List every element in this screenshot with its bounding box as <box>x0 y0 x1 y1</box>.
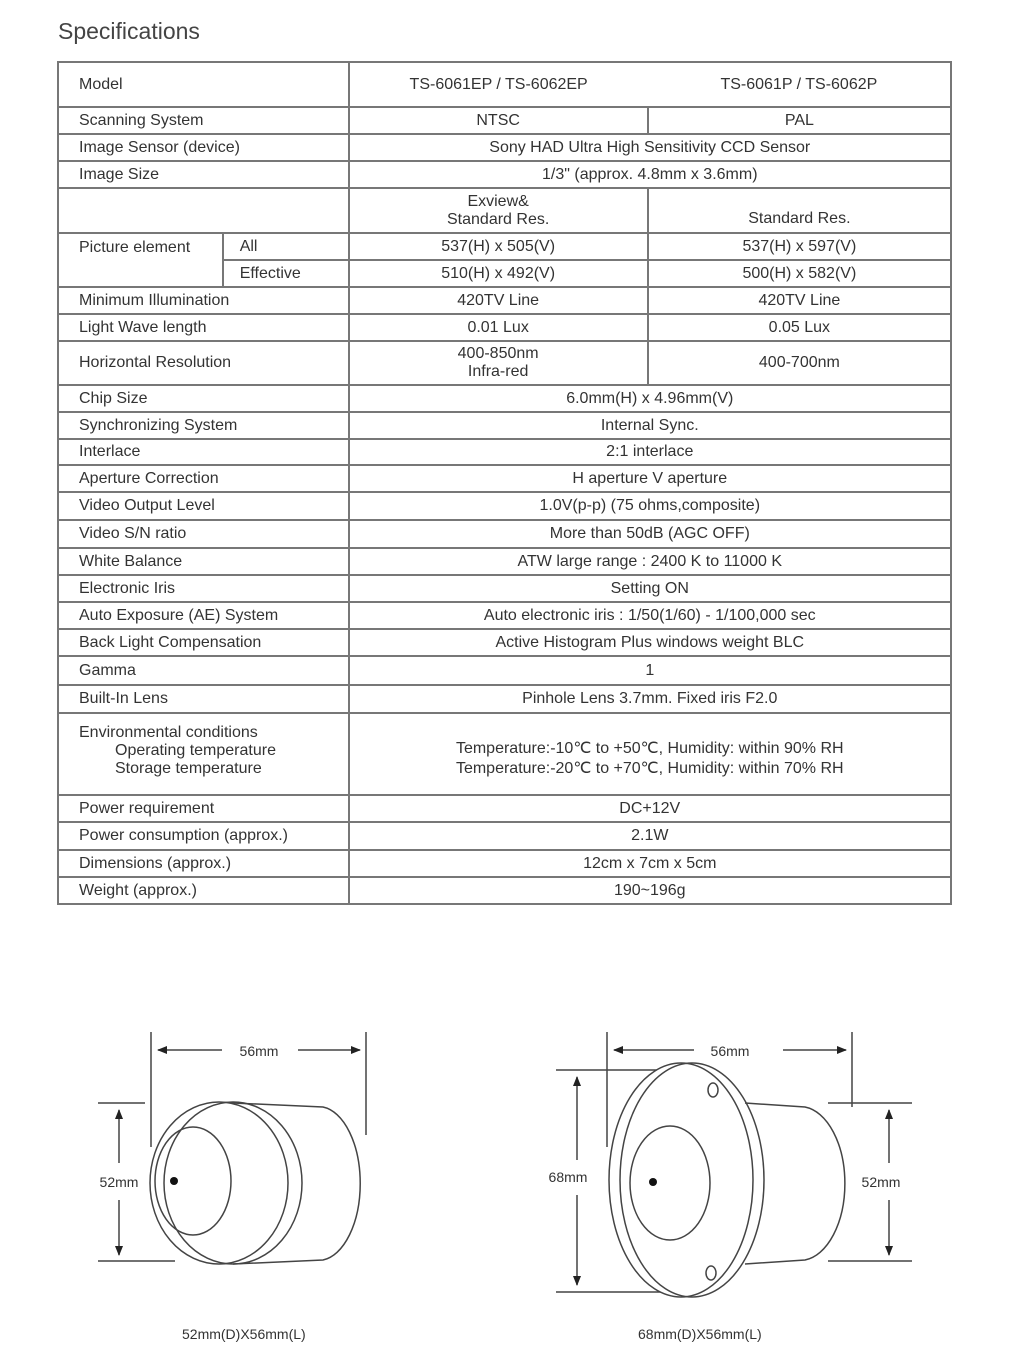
horiz-res-label: Horizontal Resolution <box>58 341 349 385</box>
env-op-label: Operating temperature <box>115 742 276 759</box>
light-wave-ep: 0.01 Lux <box>349 314 648 341</box>
table-row <box>58 385 951 412</box>
left-caption: 52mm(D)X56mm(L) <box>182 1326 306 1342</box>
table-row <box>58 822 951 850</box>
image-size-value: 1/3" (approx. 4.8mm x 3.6mm) <box>349 161 951 188</box>
camera-drawings <box>0 1010 1024 1361</box>
table-row <box>58 850 951 877</box>
row-value: 1 <box>349 656 951 685</box>
picture-all-p: 537(H) x 597(V) <box>648 233 951 260</box>
row-value: Active Histogram Plus windows weight BLC <box>349 629 951 656</box>
model-ep: TS-6061EP / TS-6062EP <box>349 62 648 107</box>
row-label: Video S/N ratio <box>58 520 349 548</box>
env-label-cell <box>58 713 349 795</box>
sensor-label: Image Sensor (device) <box>58 134 349 161</box>
table-row <box>58 233 951 260</box>
env-st-value: Temperature:-20℃ to +70℃, Humidity: within 70% RH <box>455 760 844 777</box>
row-label: Power consumption (approx.) <box>58 822 349 850</box>
horiz-res-p: 400-700nm <box>648 341 951 385</box>
table-row <box>58 492 951 520</box>
table-row <box>58 656 951 685</box>
row-value: More than 50dB (AGC OFF) <box>349 520 951 548</box>
row-label: Gamma <box>58 656 349 685</box>
row-label: Synchronizing System <box>58 412 349 439</box>
horiz-res-ep-line1: 400-850nm <box>457 345 539 362</box>
table-row <box>58 877 951 904</box>
row-label: Auto Exposure (AE) System <box>58 602 349 629</box>
min-illum-p: 420TV Line <box>648 287 951 314</box>
table-row <box>58 602 951 629</box>
right-body-dim: 52mm <box>861 1174 901 1190</box>
table-row <box>58 520 951 548</box>
row-label: Video Output Level <box>58 492 349 520</box>
left-height-dim: 52mm <box>99 1174 139 1190</box>
row-value: Pinhole Lens 3.7mm. Fixed iris F2.0 <box>349 685 951 713</box>
scanning-label: Scanning System <box>58 107 349 134</box>
spec-rows-tail <box>58 795 951 904</box>
sensor-value: Sony HAD Ultra High Sensitivity CCD Sensor <box>349 134 951 161</box>
right-camera-drawing <box>556 1032 912 1297</box>
table-row <box>58 629 951 656</box>
min-illum-ep: 420TV Line <box>349 287 648 314</box>
row-value: DC+12V <box>349 795 951 822</box>
light-wave-label: Light Wave length <box>58 314 349 341</box>
picture-eff-label: Effective <box>223 260 349 287</box>
model-label: Model <box>58 62 349 107</box>
page-title: Specifications <box>58 18 200 44</box>
min-illum-label: Minimum Illumination <box>58 287 349 314</box>
row-value: ATW large range : 2400 K to 11000 K <box>349 548 951 575</box>
horiz-res-ep <box>349 341 648 385</box>
res-header-ep-line2: Standard Res. <box>447 210 550 228</box>
row-value: Internal Sync. <box>349 412 951 439</box>
row-value: 2.1W <box>349 822 951 850</box>
row-value: Setting ON <box>349 575 951 602</box>
table-row <box>58 161 951 188</box>
table-row <box>58 575 951 602</box>
table-row <box>58 287 951 314</box>
table-row <box>58 107 951 134</box>
row-value: H aperture V aperture <box>349 465 951 492</box>
picture-element-label: Picture element <box>58 233 223 287</box>
env-value-cell <box>349 713 951 795</box>
table-row <box>58 134 951 161</box>
res-header-ep-line1: Exview& <box>467 192 529 210</box>
res-header-ep <box>349 188 648 233</box>
model-p: TS-6061P / TS-6062P <box>648 62 951 107</box>
picture-all-label: All <box>223 233 349 260</box>
row-label: Interlace <box>58 439 349 465</box>
right-caption: 68mm(D)X56mm(L) <box>638 1326 762 1342</box>
picture-eff-p: 500(H) x 582(V) <box>648 260 951 287</box>
row-label: Dimensions (approx.) <box>58 850 349 877</box>
row-label: Back Light Compensation <box>58 629 349 656</box>
table-row <box>58 314 951 341</box>
scanning-ep: NTSC <box>349 107 648 134</box>
row-label: Power requirement <box>58 795 349 822</box>
right-width-dim: 56mm <box>710 1043 750 1059</box>
table-row <box>58 713 951 795</box>
table-row <box>58 548 951 575</box>
row-value: 2:1 interlace <box>349 439 951 465</box>
row-value: 6.0mm(H) x 4.96mm(V) <box>349 385 951 412</box>
picture-all-ep: 537(H) x 505(V) <box>349 233 648 260</box>
picture-eff-ep: 510(H) x 492(V) <box>349 260 648 287</box>
env-label: Environmental conditions <box>79 724 258 741</box>
table-row <box>58 412 951 439</box>
right-flange-dim: 68mm <box>548 1169 588 1185</box>
env-op-value: Temperature:-10℃ to +50℃, Humidity: within 90% RH <box>455 740 844 757</box>
env-st-label: Storage temperature <box>115 760 262 777</box>
spec-table <box>57 61 952 905</box>
left-camera-drawing <box>98 1032 366 1264</box>
table-row <box>58 341 951 385</box>
row-value: 190~196g <box>349 877 951 904</box>
horiz-res-ep-line2: Infra-red <box>467 363 529 380</box>
empty-cell <box>58 188 349 233</box>
row-label: Electronic Iris <box>58 575 349 602</box>
scanning-p: PAL <box>648 107 951 134</box>
row-label: Built-In Lens <box>58 685 349 713</box>
row-label: Weight (approx.) <box>58 877 349 904</box>
row-label: White Balance <box>58 548 349 575</box>
light-wave-p: 0.05 Lux <box>648 314 951 341</box>
row-value: 1.0V(p-p) (75 ohms,composite) <box>349 492 951 520</box>
left-width-dim: 56mm <box>239 1043 279 1059</box>
table-row <box>58 465 951 492</box>
table-row <box>58 62 951 107</box>
row-label: Aperture Correction <box>58 465 349 492</box>
table-row <box>58 685 951 713</box>
image-size-label: Image Size <box>58 161 349 188</box>
row-value: Auto electronic iris : 1/50(1/60) - 1/100,000 sec <box>349 602 951 629</box>
table-row <box>58 439 951 465</box>
table-row <box>58 795 951 822</box>
row-value: 12cm x 7cm x 5cm <box>349 850 951 877</box>
table-row <box>58 188 951 233</box>
res-header-p: Standard Res. <box>648 188 951 233</box>
row-label: Chip Size <box>58 385 349 412</box>
spec-rows <box>58 385 951 713</box>
